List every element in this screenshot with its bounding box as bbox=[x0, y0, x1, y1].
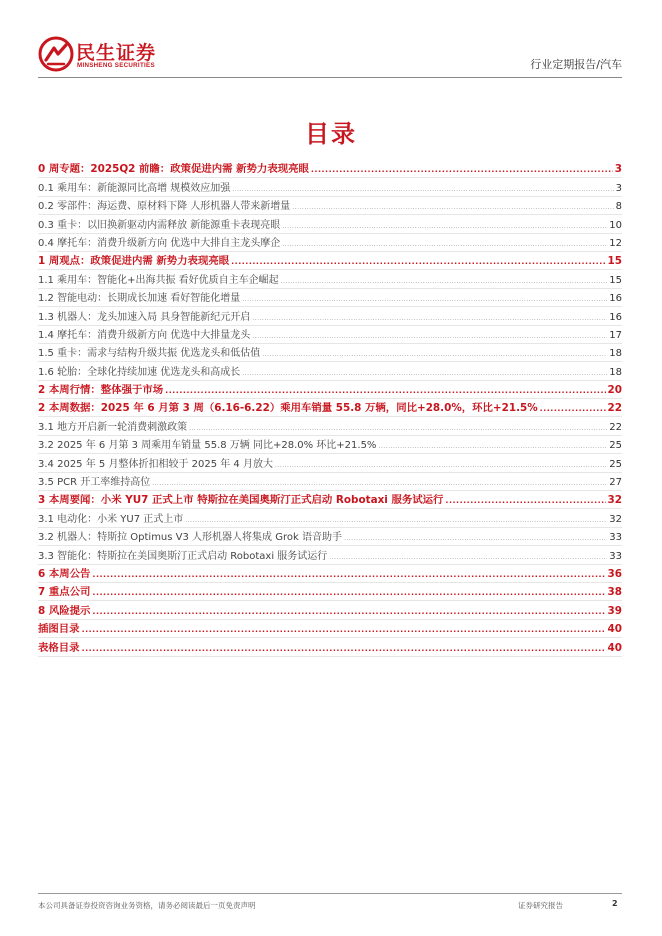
toc-entry-page: 20 bbox=[607, 384, 622, 397]
footer-doc-type: 证券研究报告 bbox=[518, 901, 563, 910]
toc-dot-leader bbox=[292, 205, 613, 214]
toc-entry-page: 36 bbox=[607, 567, 622, 580]
toc-entry-number: 1.3 bbox=[38, 311, 58, 323]
toc-entry-number: 0.4 bbox=[38, 237, 58, 249]
toc-entry-title: 重卡：以旧换新驱动内需释放 新能源重卡表现亮眼 bbox=[57, 219, 281, 231]
toc-entry-title: 2025 年 5 月整体折扣相较于 2025 年 4 月放大 bbox=[57, 458, 273, 470]
page-header bbox=[38, 36, 622, 80]
toc-dot-leader bbox=[165, 387, 605, 398]
toc-entry-number: 1.1 bbox=[38, 274, 58, 286]
toc-entry-number: 3.1 bbox=[38, 421, 58, 433]
toc-entry-number: 0.3 bbox=[38, 219, 58, 231]
toc-dot-leader bbox=[92, 571, 605, 582]
toc-entry-title: PCR 开工率维持高位 bbox=[57, 477, 151, 489]
toc-dot-leader bbox=[540, 405, 606, 416]
toc-section-entry[interactable] bbox=[38, 583, 622, 601]
toc-entry-page: 8 bbox=[615, 201, 622, 213]
toc-entry-number: 3.4 bbox=[38, 458, 58, 470]
brand-name-en: MINSHENG SECURITIES bbox=[77, 62, 155, 69]
toc-section-entry[interactable] bbox=[38, 638, 622, 656]
toc-subsection-entry[interactable] bbox=[38, 307, 622, 325]
toc-section-entry[interactable] bbox=[38, 160, 622, 178]
toc-title: 目录 bbox=[305, 120, 357, 148]
toc-entry-title: 本周要闻：小米 YU7 正式上市 特斯拉在美国奥斯汀正式启动 Robotaxi 服务试运行 bbox=[48, 494, 444, 507]
toc-entry-title: 重点公司 bbox=[48, 586, 91, 599]
toc-entry-title: 重卡：需求与结构升级共振 优选龙头和低估值 bbox=[57, 348, 261, 360]
toc-entry-title: 本周数据：2025 年 6 月第 3 周（6.16-6.22）乘用车销量 55.8 万辆，同比+28.0%，环比+21.5% bbox=[48, 402, 538, 415]
toc-entry-number: 2 bbox=[38, 402, 49, 415]
toc-dot-leader bbox=[252, 334, 607, 343]
toc-dot-leader bbox=[344, 536, 607, 545]
toc-entry-number: 3 bbox=[38, 494, 49, 507]
toc-entry-number: 0 bbox=[38, 163, 49, 176]
toc-entry-page: 10 bbox=[609, 219, 622, 231]
toc-dot-leader bbox=[311, 166, 613, 177]
report-category: 行业定期报告/汽车 bbox=[530, 58, 622, 71]
toc-entry-page: 27 bbox=[609, 477, 622, 489]
toc-entry-page: 25 bbox=[609, 458, 622, 470]
toc-subsection-entry[interactable] bbox=[38, 197, 622, 215]
toc-entry-title: 机器人：特斯拉 Optimus V3 人形机器人将集成 Grok 语音助手 bbox=[57, 532, 342, 544]
toc-dot-leader bbox=[232, 187, 613, 196]
toc-entry-title: 表格目录 bbox=[38, 641, 80, 654]
toc-subsection-entry[interactable] bbox=[38, 326, 622, 344]
toc-subsection-entry[interactable] bbox=[38, 234, 622, 252]
toc-entry-number: 3.5 bbox=[38, 477, 58, 489]
toc-entry-number: 8 bbox=[38, 604, 49, 617]
toc-entry-page: 40 bbox=[607, 623, 622, 636]
toc-entry-title: 摩托车：消费升级新方向 优选中大排自主龙头摩企 bbox=[57, 237, 281, 249]
toc-subsection-entry[interactable] bbox=[38, 546, 622, 564]
toc-entry-title: 周观点：政策促进内需 新势力表现亮眼 bbox=[48, 255, 230, 268]
toc-entry-page: 32 bbox=[607, 494, 622, 507]
toc-entry-page: 33 bbox=[609, 550, 622, 562]
toc-dot-leader bbox=[329, 555, 607, 564]
toc-dot-leader bbox=[82, 645, 606, 656]
toc-entry-title: 轮胎：全球化持续加速 优选龙头和高成长 bbox=[57, 366, 241, 378]
toc-dot-leader bbox=[92, 589, 605, 600]
toc-subsection-entry[interactable] bbox=[38, 270, 622, 288]
toc-subsection-entry[interactable] bbox=[38, 289, 622, 307]
toc-section-entry[interactable] bbox=[38, 491, 622, 509]
toc-entry-page: 38 bbox=[607, 586, 622, 599]
toc-dot-leader bbox=[378, 444, 607, 453]
toc-entry-page: 40 bbox=[607, 641, 622, 654]
toc-entry-number: 1.5 bbox=[38, 348, 58, 360]
toc-entry-title: 机器人：龙头加速入局 具身智能新纪元开启 bbox=[57, 311, 251, 323]
toc-entry-number: 1.2 bbox=[38, 293, 58, 305]
toc-subsection-entry[interactable] bbox=[38, 417, 622, 435]
toc-subsection-entry[interactable] bbox=[38, 344, 622, 362]
toc-entry-page: 15 bbox=[609, 274, 622, 286]
toc-entry-number: 1.6 bbox=[38, 366, 58, 378]
toc-section-entry[interactable] bbox=[38, 601, 622, 619]
toc-entry-title: 2025 年 6 月第 3 周乘用车销量 55.8 万辆 同比+28.0% 环比+21.5% bbox=[57, 440, 377, 452]
toc-dot-leader bbox=[189, 426, 607, 435]
toc-subsection-entry[interactable] bbox=[38, 528, 622, 546]
toc-dot-leader bbox=[252, 316, 607, 325]
footer-disclaimer: 本公司具备证券投资咨询业务资格，请务必阅读最后一页免责声明 bbox=[38, 901, 256, 910]
toc-entry-title: 零部件：海运费、原材料下降 人形机器人带来新增量 bbox=[57, 201, 291, 213]
toc-subsection-entry[interactable] bbox=[38, 178, 622, 196]
toc-entry-number: 0.2 bbox=[38, 201, 58, 213]
toc-entry-number: 3.2 bbox=[38, 440, 58, 452]
toc-entry-number: 3.2 bbox=[38, 532, 58, 544]
header-divider bbox=[38, 77, 622, 78]
toc-section-entry[interactable] bbox=[38, 399, 622, 417]
toc-entry-page: 3 bbox=[615, 182, 622, 194]
toc-dot-leader bbox=[275, 463, 607, 472]
toc-dot-leader bbox=[231, 258, 605, 269]
toc-dot-leader bbox=[281, 279, 608, 288]
toc-entry-title: 摩托车：消费升级新方向 优选中大排量龙头 bbox=[57, 329, 251, 341]
toc-dot-leader bbox=[82, 626, 606, 637]
toc-dot-leader bbox=[262, 352, 607, 361]
toc-entry-title: 周专题：2025Q2 前瞻：政策促进内需 新势力表现亮眼 bbox=[48, 163, 309, 176]
toc-entry-page: 16 bbox=[609, 311, 622, 323]
toc-subsection-entry[interactable] bbox=[38, 473, 622, 491]
toc-entry-page: 22 bbox=[609, 421, 622, 433]
toc-section-entry[interactable] bbox=[38, 252, 622, 270]
toc-dot-leader bbox=[282, 242, 607, 251]
toc-entry-title: 插图目录 bbox=[38, 623, 80, 636]
toc-entry-title: 乘用车：新能源同比高增 规模效应加强 bbox=[57, 182, 231, 194]
toc-entry-title: 本周行情：整体强于市场 bbox=[48, 384, 164, 397]
toc-entry-number: 0.1 bbox=[38, 182, 58, 194]
toc-subsection-entry[interactable] bbox=[38, 215, 622, 233]
table-of-contents bbox=[38, 160, 622, 657]
footer-divider bbox=[38, 893, 622, 894]
toc-entry-title: 乘用车：智能化+出海共振 看好优质自主车企崛起 bbox=[57, 274, 279, 286]
toc-entry-page: 16 bbox=[609, 293, 622, 305]
toc-entry-number: 3.1 bbox=[38, 513, 58, 525]
toc-subsection-entry[interactable] bbox=[38, 436, 622, 454]
toc-dot-leader bbox=[445, 497, 605, 508]
toc-entry-number: 2 bbox=[38, 384, 49, 397]
toc-entry-page: 12 bbox=[609, 237, 622, 249]
toc-entry-page: 39 bbox=[607, 604, 622, 617]
toc-entry-page: 22 bbox=[607, 402, 622, 415]
toc-dot-leader bbox=[92, 608, 605, 619]
minsheng-logo bbox=[38, 36, 188, 76]
toc-entry-title: 风险提示 bbox=[48, 604, 91, 617]
toc-entry-title: 电动化：小米 YU7 正式上市 bbox=[57, 513, 184, 525]
toc-subsection-entry[interactable] bbox=[38, 509, 622, 527]
toc-entry-title: 地方开启新一轮消费刺激政策 bbox=[57, 421, 188, 433]
toc-dot-leader bbox=[242, 297, 607, 306]
toc-entry-page: 25 bbox=[609, 440, 622, 452]
toc-entry-number: 7 bbox=[38, 586, 49, 599]
brand-name-cn: 民生证券 bbox=[76, 42, 157, 64]
toc-entry-title: 智能电动：长期成长加速 看好智能化增量 bbox=[57, 293, 241, 305]
toc-entry-page: 32 bbox=[609, 513, 622, 525]
toc-entry-page: 18 bbox=[609, 366, 622, 378]
toc-entry-title: 智能化：特斯拉在美国奥斯汀正式启动 Robotaxi 服务试运行 bbox=[57, 550, 328, 562]
toc-dot-leader bbox=[282, 224, 607, 233]
toc-entry-page: 3 bbox=[614, 163, 622, 176]
toc-entry-page: 17 bbox=[609, 329, 622, 341]
toc-entry-page: 33 bbox=[609, 532, 622, 544]
toc-entry-page: 15 bbox=[607, 255, 622, 268]
toc-section-entry[interactable] bbox=[38, 381, 622, 399]
toc-entry-title: 本周公告 bbox=[48, 567, 91, 580]
toc-dot-leader bbox=[152, 481, 607, 490]
toc-entry-number: 1.4 bbox=[38, 329, 58, 341]
page-number: 2 bbox=[612, 899, 618, 908]
toc-section-entry[interactable] bbox=[38, 565, 622, 583]
toc-entry-number: 3.3 bbox=[38, 550, 58, 562]
toc-entry-number: 6 bbox=[38, 567, 49, 580]
toc-dot-leader bbox=[242, 371, 607, 380]
toc-subsection-entry[interactable] bbox=[38, 454, 622, 472]
toc-entry-number: 1 bbox=[38, 255, 49, 268]
toc-section-entry[interactable] bbox=[38, 620, 622, 638]
toc-entry-page: 18 bbox=[609, 348, 622, 360]
minsheng-logo-icon bbox=[38, 36, 74, 72]
toc-dot-leader bbox=[185, 518, 607, 527]
toc-subsection-entry[interactable] bbox=[38, 362, 622, 380]
